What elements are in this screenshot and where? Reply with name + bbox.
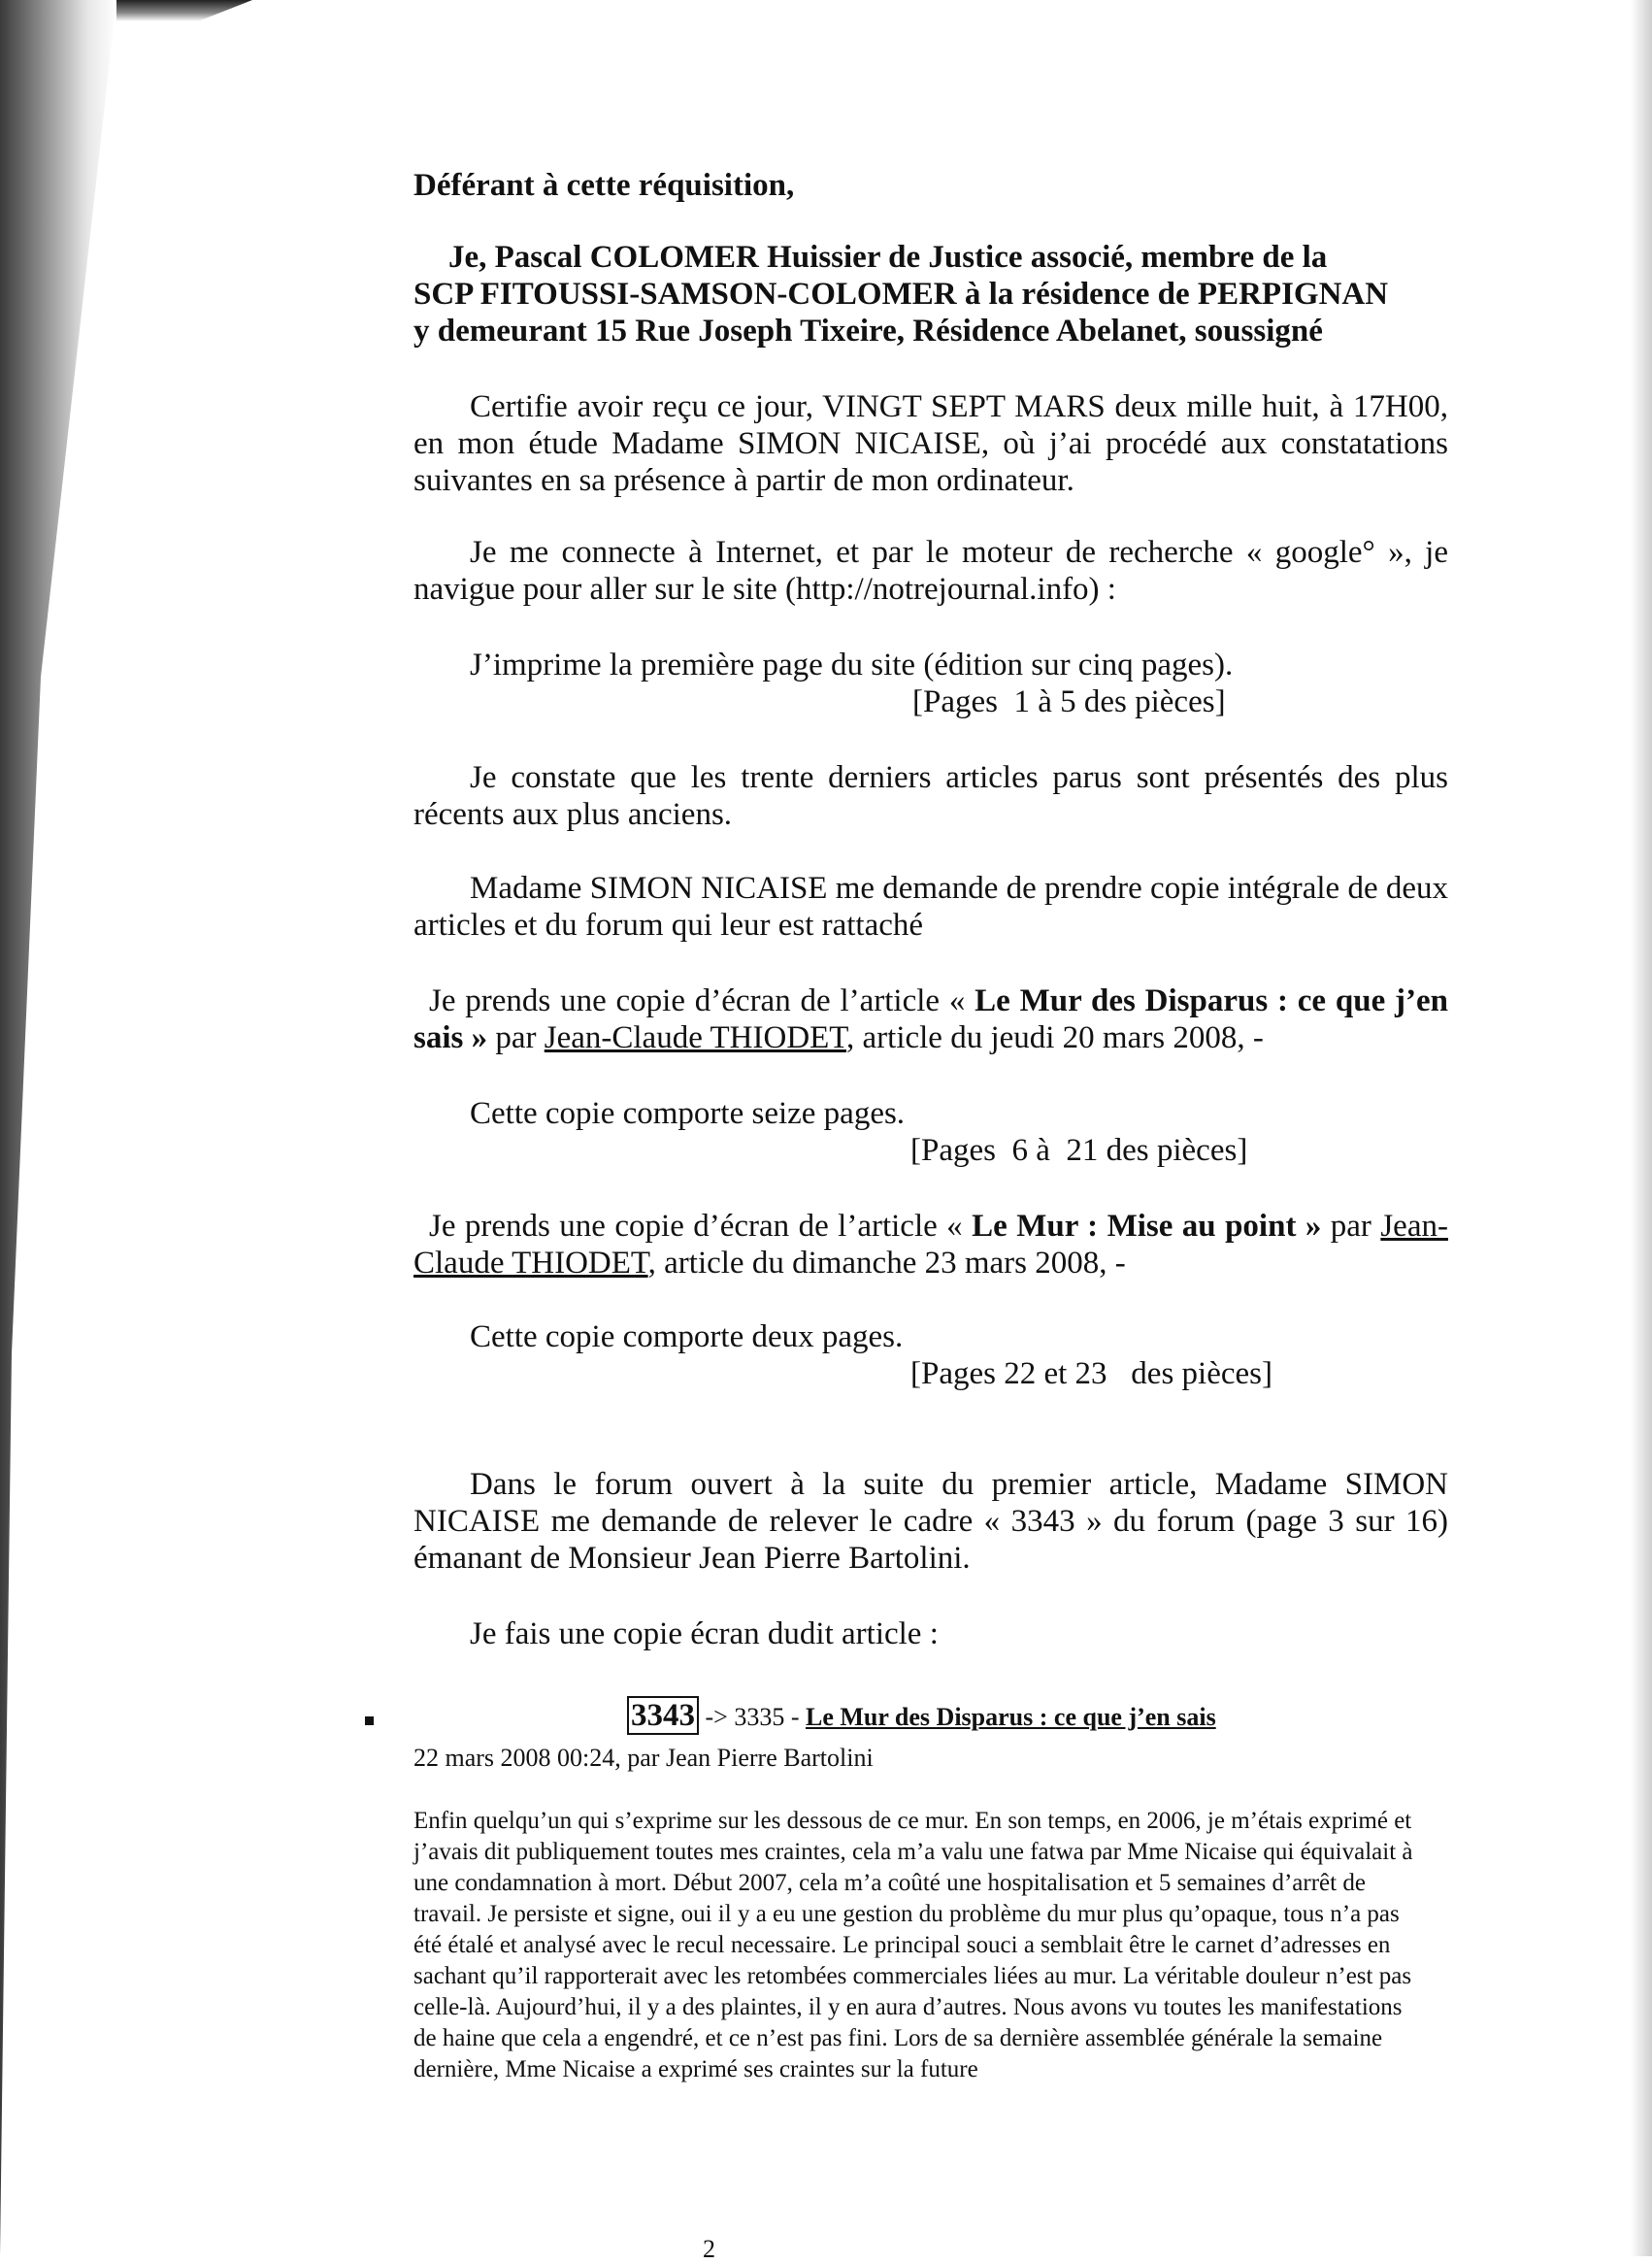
internet-text: Je me connecte à Internet, et par le moteur de recherche « google° », je navigue pour aller sur le site (http://notrejournal.info) : [413,535,1448,607]
paragraph-request-copy [413,870,1448,944]
forum-post-header [627,1699,1216,1734]
sixteen-pages-text: Cette copie comporte seize pages. [470,1096,906,1131]
request-copy-text: Madame SIMON NICAISE me demande de prendre copie intégrale de deux articles et du forum qui leur est rattaché [413,871,1448,943]
forum-post-reply-ref: -> 3335 - [705,1703,800,1731]
scan-page-edge-left [0,0,116,2256]
certification-text: Certifie avoir reçu ce jour, VINGT SEPT MARS deux mille huit, à 17H00, en mon étude Madame SIMON NICAISE, où j’ai procédé aux constatations suivantes en sa présence à partir de mon ordinateur. [413,389,1448,498]
paragraph-two-pages [413,1318,1448,1355]
forum-post-title: Le Mur des Disparus : ce que j’en sais [805,1703,1216,1731]
paragraph-internet [413,534,1448,608]
first-article-title: Le Mur des Disparus : ce que j’en sais » [413,983,1448,1055]
identity-line-2: SCP FITOUSSI-SAMSON-COLOMER à la résidence de PERPIGNAN [413,277,1389,312]
print-first-page-text: J’imprime la première page du site (édition sur cinq pages). [470,648,1234,683]
second-article-intro: Je prends une copie d’écran de l’article « [429,1209,963,1244]
identity-line-3: y demeurant 15 Rue Joseph Tixeire, Résidence Abelanet, soussigné [413,314,1323,349]
bullet-icon [365,1716,374,1725]
paragraph-screen-copy [413,1615,1448,1652]
paragraph-sixteen-pages [413,1095,1448,1132]
first-article-date: , article du jeudi 20 mars 2008, - [846,1020,1264,1055]
bailiff-identity [413,239,1448,350]
second-article-title: Le Mur : Mise au point » [972,1209,1322,1244]
forum-post-id-badge: 3343 [627,1696,699,1735]
first-article-by: par [495,1020,537,1055]
two-pages-text: Cette copie comporte deux pages. [470,1319,904,1354]
opening-text: Déférant à cette réquisition, [413,168,795,203]
forum-request-text: Dans le forum ouvert à la suite du premier article, Madame SIMON NICAISE me demande de relever le cadre « 3343 » du forum (page 3 sur 16) émanant de Monsieur Jean Pierre Bartolini. [413,1467,1448,1576]
page-number: 2 [703,2235,715,2263]
scan-page-edge-top [116,0,252,21]
thirty-articles-text: Je constate que les trente derniers articles parus sont présentés des plus récents aux plus anciens. [413,760,1448,832]
second-article-date: , article du dimanche 23 mars 2008, - [647,1246,1126,1281]
second-article-author: Jean-Claude THIODET [413,1209,1448,1281]
forum-post-meta: 22 mars 2008 00:24, par Jean Pierre Bartolini [413,1744,874,1772]
paragraph-second-article [413,1208,1448,1282]
paragraph-thirty-articles [413,759,1448,833]
pages-reference-3: [Pages 22 et 23 des pièces] [910,1356,1272,1391]
first-article-author: Jean-Claude THIODET [544,1020,847,1055]
pages-reference-1: [Pages 1 à 5 des pièces] [912,684,1226,719]
paragraph-first-article [413,982,1448,1056]
paragraph-certification [413,388,1448,499]
first-article-intro: Je prends une copie d’écran de l’article « [429,983,966,1018]
second-article-by: par [1330,1209,1371,1244]
opening-line [413,167,1448,204]
forum-post-body: Enfin quelqu’un qui s’exprime sur les dessous de ce mur. En son temps, en 2006, je m’étais exprimé et j’avais dit publiquement toutes mes craintes, cela m’a valu une fatwa par Mme Nicaise qui équivalait à une condamnation à mort. Début 2007, cela m’a coûté une hospitalisation et 5 semaines d’arrêt de travail. Je persiste et signe, oui il y a eu une gestion du problème du mur plus qu’opaque, tous n’a pas été étalé et analysé avec le recul necessaire. Le principal souci a semblait être le carnet d’adresses en sachant qu’il rapporterait avec les retombées commerciales liées au mur. La véritable douleur n’est pas celle-là. Aujourd’hui, il y a des plaintes, il y en aura d’autres. Nous avons vu toutes les manifestations de haine que cela a engendré, et ce n’est pas fini. Lors de sa dernière assemblée générale la semaine dernière, Mme Nicaise a exprimé ses craintes sur la future [413,1808,1413,2082]
scan-page-edge-right [1631,0,1652,2256]
screen-copy-text: Je fais une copie écran dudit article : [470,1616,939,1651]
identity-line-1-text: Je, Pascal COLOMER Huissier de Justice associé, membre de la [448,240,1328,275]
paragraph-print-first-page [413,647,1448,683]
pages-reference-2: [Pages 6 à 21 des pièces] [910,1133,1248,1168]
paragraph-forum [413,1466,1448,1577]
identity-line-1 [413,239,1448,276]
